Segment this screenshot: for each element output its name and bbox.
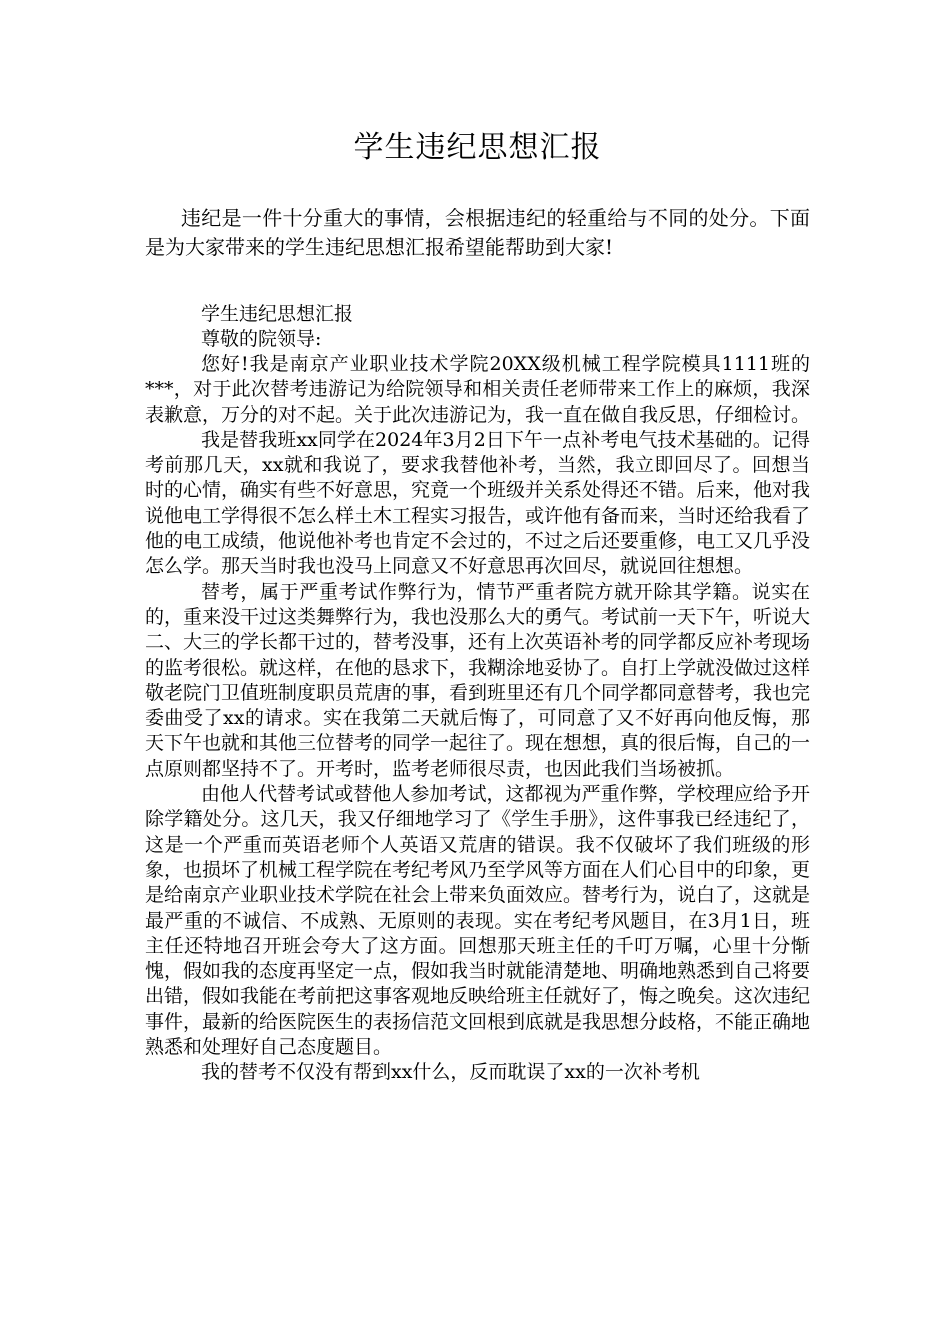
body-paragraph-2: 我是替我班xx同学在2024年3月2日下午一点补考电气技术基础的。记得考前那几天，xx就和我说了，要求我替他补考，当然，我立即回尽了。回想当时的心情，确实有些不好意思，究竟一个班级并关系处得还不错。后来，他对我说他电工学得很不怎么样土木工程实习报告，或许他有备而来，当时还给我看了他的电工成绩，他说他补考也肯定不会过的，不过之后还要重修，电工又几乎没怎么学。那天当时我也没马上同意又不好意思再次回尽，就说回往想想。 bbox=[145, 428, 811, 578]
intro-paragraph: 违纪是一件十分重大的事情，会根据违纪的轻重给与不同的处分。下面是为大家带来的学生违纪思想汇报希望能帮助到大家! bbox=[145, 206, 810, 259]
body-paragraph-4: 由他人代替考试或替他人参加考试，这都视为严重作弊，学校理应给予开除学籍处分。这几天，我又仔细地学习了《学生手册》，这件事我已经违纪了，这是一个严重而英语老师个人英语又荒唐的错误。我不仅破坏了我们班级的形象，也损坏了机械工程学院在考纪考风乃至学风等方面在人们心目中的印象，更是给南京产业职业技术学院在社会上带来负面效应。替考行为，说白了，这就是最严重的不诚信、不成熟、无原则的表现。实在考纪考风题目，在3月1日，班主任还特地召开班会夸大了这方面。回想那天班主任的千叮万嘱，心里十分惭愧，假如我的态度再坚定一点，假如我当时就能清楚地、明确地熟悉到自己将要出错，假如我能在考前把这事客观地反映给班主任就好了，悔之晚矣。这次违纪事件，最新的给医院医生的表扬信范文回根到底就是我思想分歧格，不能正确地熟悉和处理好自己态度题目。 bbox=[145, 783, 811, 1059]
report-title: 学生违纪思想汇报 bbox=[201, 303, 354, 325]
body-paragraph-3: 替考，属于严重考试作弊行为，情节严重者院方就开除其学籍。说实在的，重来没干过这类舞弊行为，我也没那么大的勇气。考试前一天下午，听说大二、大三的学长都干过的，替考没事，还有上次英语补考的同学都反应补考现场的监考很松。就这样，在他的恳求下，我糊涂地妥协了。自打上学就没做过这样敬老院门卫值班制度职员荒唐的事，看到班里还有几个同学都同意替考，我也完委曲受了xx的请求。实在我第二天就后悔了，可同意了又不好再向他反悔，那天下午也就和其他三位替考的同学一起往了。现在想想，真的很后悔，自己的一点原则都坚持不了。开考时，监考老师很尽责，也因此我们当场被抓。 bbox=[145, 580, 811, 780]
document-page bbox=[145, 120, 810, 1086]
salutation: 尊敬的院领导: bbox=[201, 328, 322, 350]
document-title: 学生违纪思想汇报 bbox=[353, 130, 602, 165]
body-paragraph-5: 我的替考不仅没有帮到xx什么，反而耽误了xx的一次补考机 bbox=[201, 1061, 700, 1084]
body-paragraph-1: 您好!我是南京产业职业技术学院20XX级机械工程学院模具1111班的***，对于此次替考违游记为给院领导和相关责任老师带来工作上的麻烦，我深表歉意，万分的对不起。关于此次违游记为，我一直在做自我反思，仔细检讨。 bbox=[145, 353, 811, 426]
